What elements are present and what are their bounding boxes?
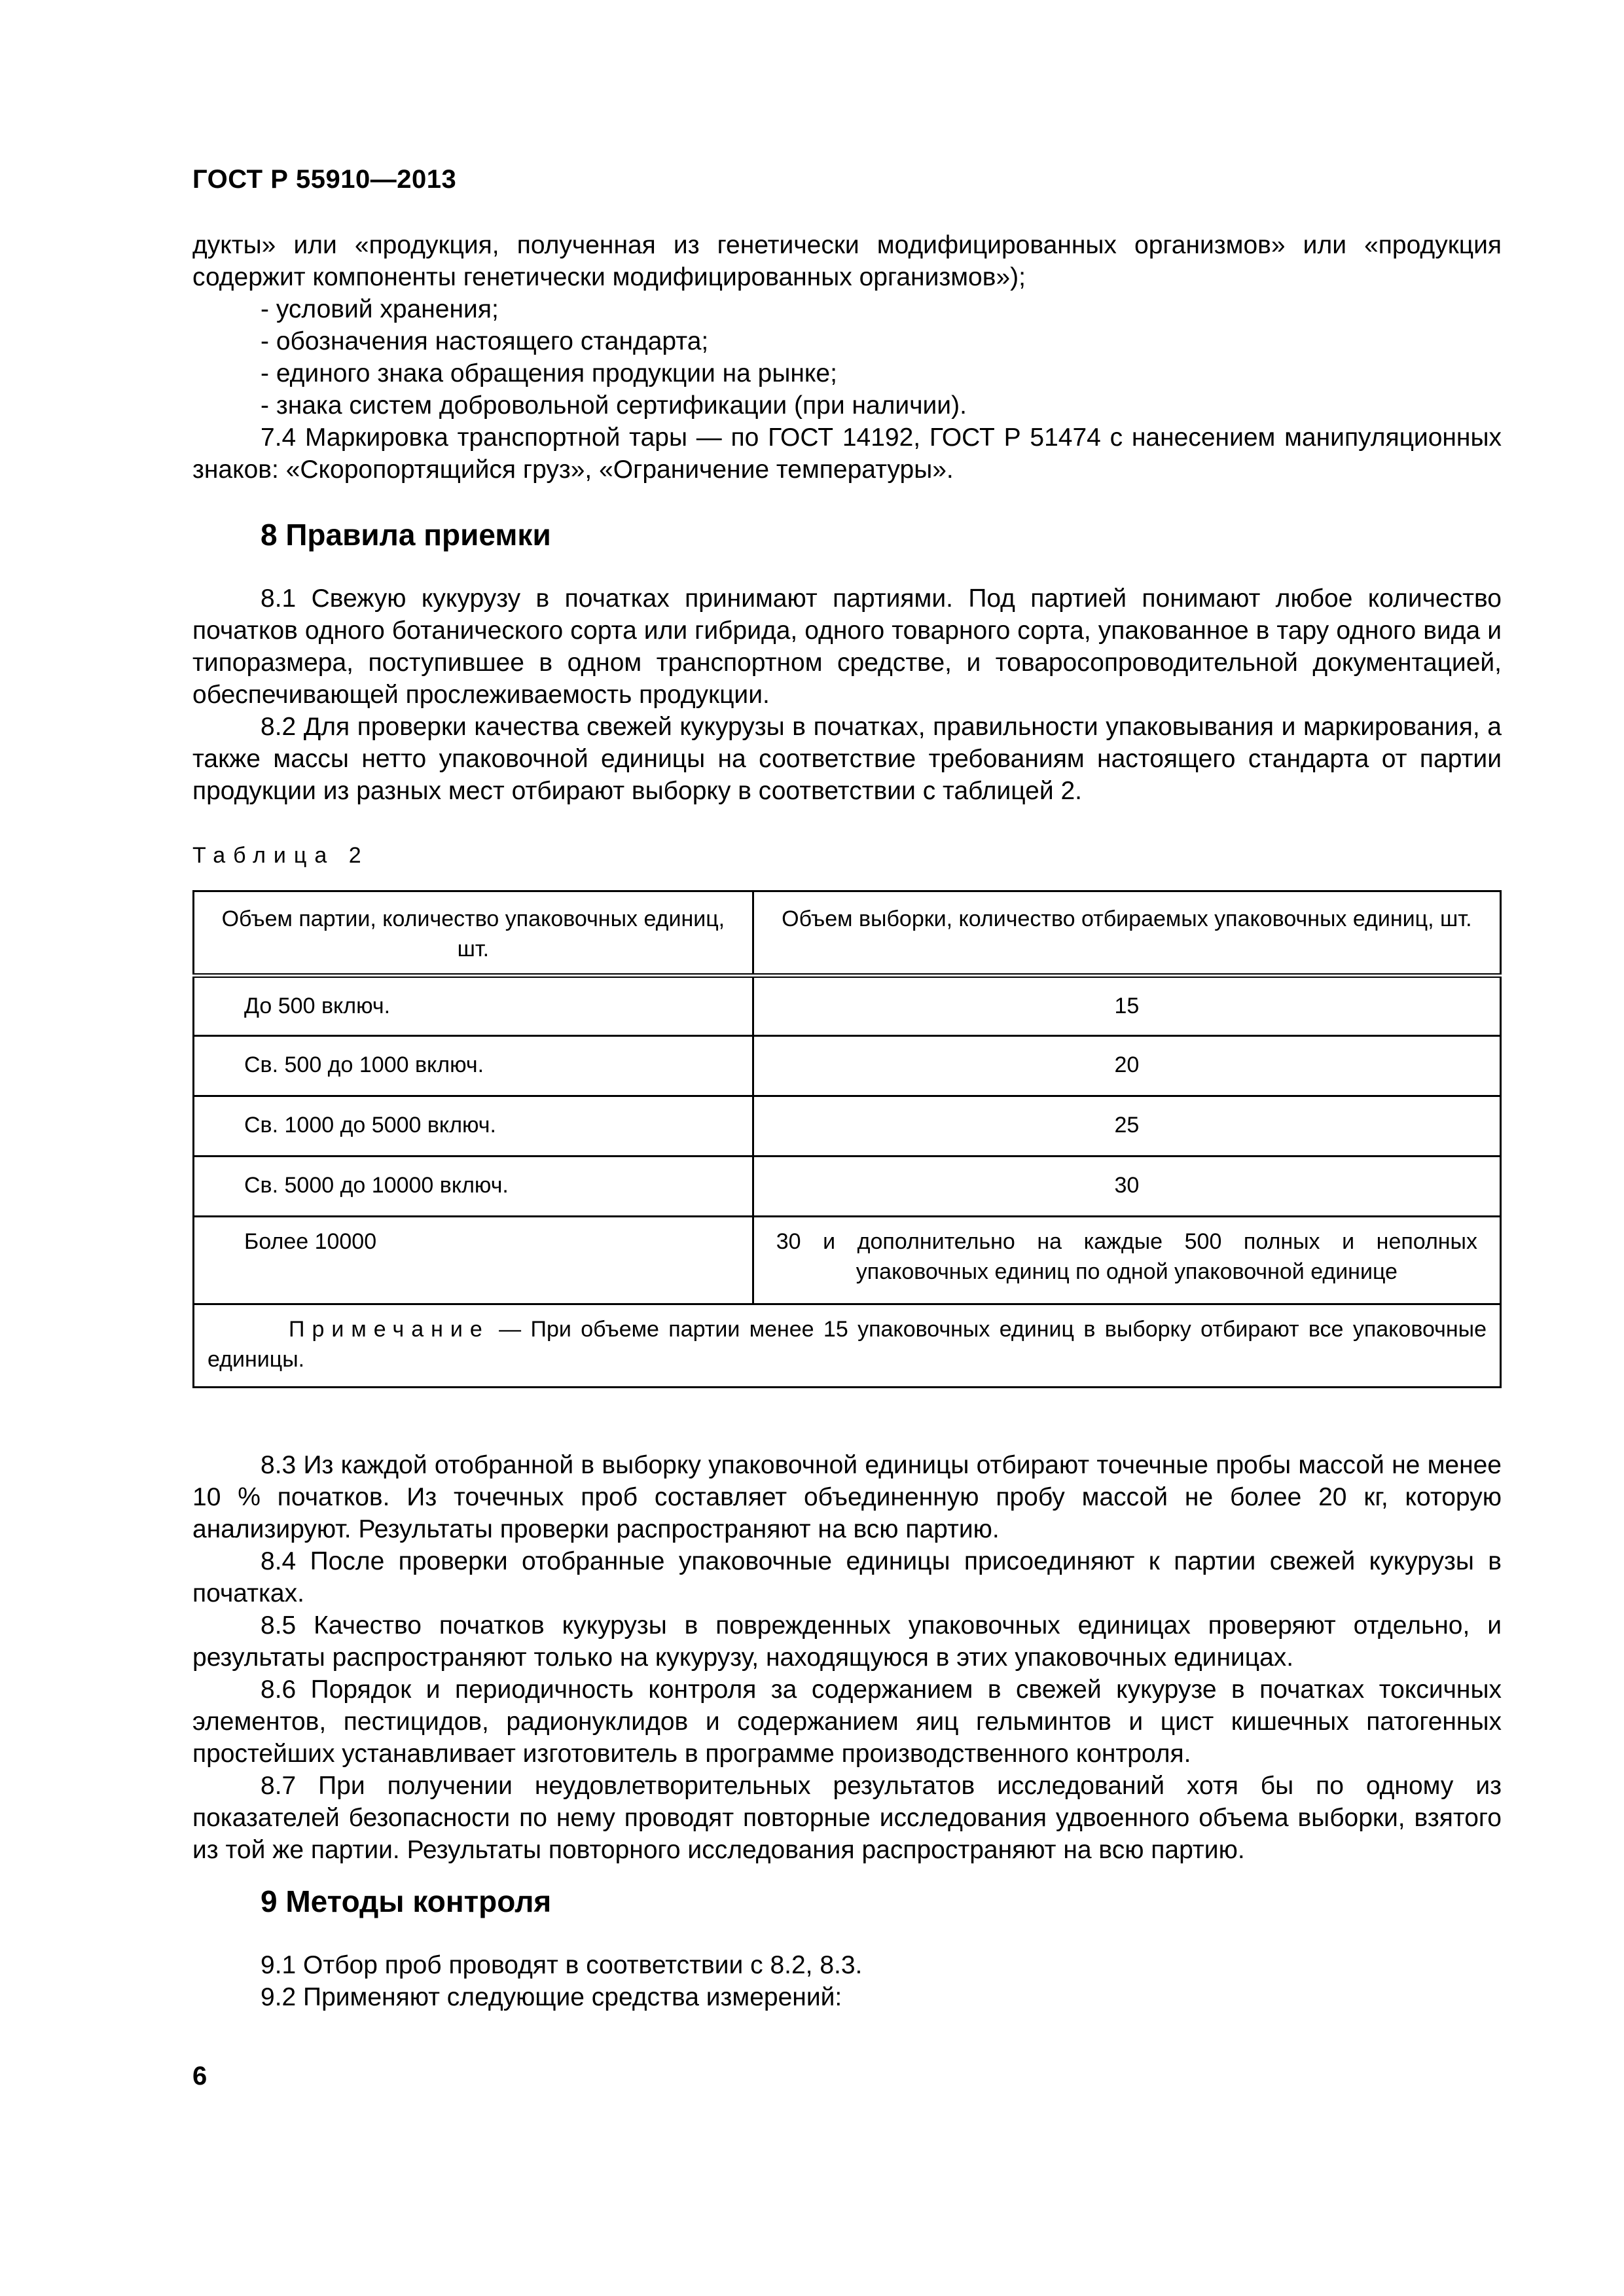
table-row — [194, 1036, 1501, 1096]
paragraph-8-7: 8.7 При получении неудовлетворительных результатов исследований хотя бы по одному из показателей безопасности по нему проводят повторные исследования удвоенного объема выборки, взятого из той же партии. Результаты повторного исследования распространяют на всю партию. — [192, 1772, 1502, 1864]
table-header-row — [194, 891, 1501, 976]
table-note — [194, 1304, 1501, 1388]
section-9-block — [192, 1949, 1502, 2013]
paragraph-8-2: 8.2 Для проверки качества свежей кукурузы в початках, правильности упаковывания и маркирования, а также массы нетто упаковочной единицы на соответствие требованиям настоящего стандарта от партии продукции из разных мест отбирают выборку в соответствии с таблицей 2. — [192, 713, 1502, 805]
page-number: 6 — [192, 2062, 208, 2090]
section-8-title: 8 Правила приемки — [261, 518, 551, 552]
lot-size-cell: До 500 включ. — [194, 976, 753, 1036]
lot-size-cell: Св. 500 до 1000 включ. — [194, 1036, 753, 1096]
sample-size-cell: 30 и дополнительно на каждые 500 полных и неполных упаковочных единиц по одной упаковочной единице — [753, 1217, 1500, 1304]
sample-size-cell: 20 — [753, 1036, 1500, 1096]
lot-size-cell: Св. 5000 до 10000 включ. — [194, 1157, 753, 1217]
table-row — [194, 1157, 1501, 1217]
continuation-line-2: содержит компоненты генетически модифицированных организмов»); — [192, 263, 1026, 291]
sample-size-table — [192, 890, 1502, 1388]
lot-size-cell: Св. 1000 до 5000 включ. — [194, 1096, 753, 1157]
column-header-lot-size: Объем партии, количество упаковочных единиц, шт. — [194, 891, 753, 976]
section-8-intro-block — [192, 583, 1502, 807]
paragraph-8-5: 8.5 Качество початков кукурузы в поврежденных упаковочных единицах проверяют отдельно, и результаты распространяют только на кукурузу, находящуюся в этих упаковочных единицах. — [192, 1611, 1502, 1672]
note-label: Примечание — [289, 1317, 490, 1342]
paragraph-8-6: 8.6 Порядок и периодичность контроля за содержанием в свежей кукурузе в початках токсичных элементов, пестицидов, радионуклидов и содержанием яиц гельминтов и цист кишечных патогенных простейших устанавливает изготовитель в программе производственного контроля. — [192, 1676, 1502, 1768]
continuation-line-1: дукты» или «продукция, полученная из генетически модифицированных организмов» или «продукция — [192, 231, 1502, 259]
lot-size-cell: Более 10000 — [194, 1217, 753, 1304]
table-note-row — [194, 1304, 1501, 1388]
column-header-sample-size: Объем выборки, количество отбираемых упаковочных единиц, шт. — [753, 891, 1500, 976]
standard-code-header: ГОСТ Р 55910—2013 — [192, 165, 457, 194]
intro-block — [192, 229, 1502, 486]
paragraph-7-4: 7.4 Маркировка транспортной тары — по ГОСТ 14192, ГОСТ Р 51474 с нанесением манипуляционных знаков: «Скоропортящийся груз», «Ограничение температуры». — [192, 423, 1502, 484]
section-8-rules-block — [192, 1449, 1502, 1866]
paragraph-8-3: 8.3 Из каждой отобранной в выборку упаковочной единицы отбирают точечные пробы массой не менее 10 % початков. Из точечных проб составляет объединенную пробу массой не более 20 кг, которую анализируют. Результаты проверки распространяют на всю партию. — [192, 1451, 1502, 1543]
paragraph-9-2: 9.2 Применяют следующие средства измерений: — [261, 1983, 842, 2011]
sample-size-cell: 25 — [753, 1096, 1500, 1157]
section-9-title: 9 Методы контроля — [261, 1884, 552, 1918]
table-row — [194, 976, 1501, 1036]
table-caption: Таблица 2 — [192, 843, 369, 868]
sample-size-cell: 15 — [753, 976, 1500, 1036]
list-item: - знака систем добровольной сертификации (при наличии). — [261, 391, 967, 420]
list-item: - единого знака обращения продукции на рынке; — [261, 359, 837, 387]
note-text: — При объеме партии менее 15 упаковочных единиц в выборку отбирают все упаковочные единицы. — [208, 1317, 1487, 1372]
list-item: - условий хранения; — [261, 295, 499, 323]
paragraph-8-1: 8.1 Свежую кукурузу в початках принимают партиями. Под партией понимают любое количество початков одного ботанического сорта или гибрида, одного товарного сорта, упакованное в тару одного вида и типоразмера, поступившее в одном транспортном средстве, и товаросопроводительной документацией, обеспечивающей прослеживаемость продукции. — [192, 584, 1502, 709]
paragraph-9-1: 9.1 Отбор проб проводят в соответствии с 8.2, 8.3. — [261, 1951, 863, 1979]
table-row — [194, 1217, 1501, 1304]
sample-size-cell: 30 — [753, 1157, 1500, 1217]
list-item: - обозначения настоящего стандарта; — [261, 327, 709, 355]
paragraph-8-4: 8.4 После проверки отобранные упаковочные единицы присоединяют к партии свежей кукурузы в початках. — [192, 1547, 1502, 1607]
table-row — [194, 1096, 1501, 1157]
